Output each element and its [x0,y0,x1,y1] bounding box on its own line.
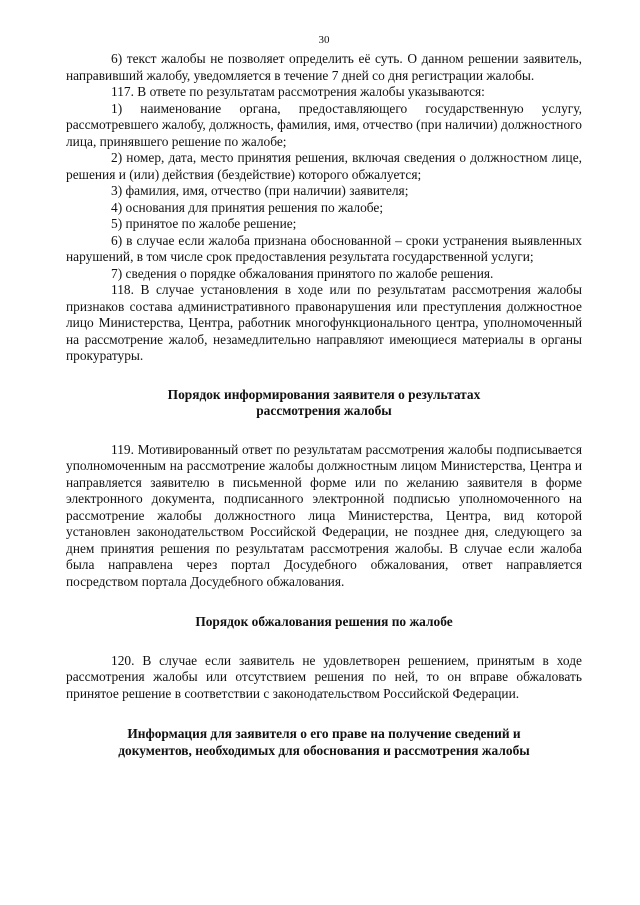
paragraph-117-item-2: 2) номер, дата, место принятия решения, включая сведения о должностном лице, решения и (или) действия (бездействие) которого обжалуется; [66,150,582,182]
section-heading-informing [66,387,582,420]
paragraph-117-item-4: 4) основания для принятия решения по жалобе; [111,199,384,215]
paragraph-118: 118. В случае установления в ходе или по результатам рассмотрения жалобы признаков состава административного правонарушения или преступления должностное лицо Министерства, Центра, работник многофункционального центра, уполномоченный на рассмотрение жалоб, незамедлительно направляют имеющиеся материалы в органы прокуратуры. [66,282,582,363]
section-heading-information-rights-line1: Информация для заявителя о его праве на получение сведений и [127,726,521,741]
paragraph-119: 119. Мотивированный ответ по результатам рассмотрения жалобы подписывается уполномоченным на рассмотрение жалобы должностным лицом Министерства, Центра и направляется заявителю в письменной форме или по желанию заявителя в форме электронного документа, подписанного электронной подписью уполномоченного на рассмотрение жалобы должностного лица Министерства, Центра, вид которой установлен законодательством Российской Федерации, не позднее дня, следующего за днем принятия решения по результатам рассмотрения жалобы. В случае если жалоба была направлена через портал Досудебного обжалования, ответ направляется посредством портала Досудебного обжалования. [66,441,582,589]
page-number: 30 [318,34,330,46]
paragraph-117: 117. В ответе по результатам рассмотрения жалобы указываются: [111,84,485,99]
section-heading-appeal [66,614,582,631]
section-heading-information-rights-line2: документов, необходимых для обоснования и рассмотрения жалобы [118,742,530,758]
section-heading-informing-line2: рассмотрения жалобы [256,403,392,418]
section-heading-appeal-line1: Порядок обжалования решения по жалобе [195,614,453,629]
paragraph-120: 120. В случае если заявитель не удовлетворен решением, принятым в ходе рассмотрения жалобы или отсутствием решения по ней, то он вправе обжаловать принятое решение в соответствии с законодательством Российской Федерации. [66,652,582,701]
section-heading-informing-line1: Порядок информирования заявителя о результатах [167,386,481,402]
paragraph-117-item-5: 5) принятое по жалобе решение; [111,216,297,231]
paragraph-117-item-7: 7) сведения о порядке обжалования принятого по жалобе решения. [111,265,494,281]
section-heading-information-rights [66,726,582,759]
document-body [66,51,582,759]
paragraph-117-item-3: 3) фамилия, имя, отчество (при наличии) заявителя; [111,183,409,198]
paragraph-item-6-complaint-essence: 6) текст жалобы не позволяет определить её суть. О данном решении заявитель, направивший жалобу, уведомляется в течение 7 дней со дня регистрации жалобы. [66,51,582,83]
paragraph-117-item-1: 1) наименование органа, предоставляющего государственную услугу, рассмотревшего жалобу, должность, фамилия, имя, отчество (при наличии) должностного лица, принявшего решение по жалобе; [66,100,582,149]
paragraph-117-item-6: 6) в случае если жалоба признана обоснованной – сроки устранения выявленных нарушений, в том числе срок предоставления результата государственной услуги; [66,232,582,264]
